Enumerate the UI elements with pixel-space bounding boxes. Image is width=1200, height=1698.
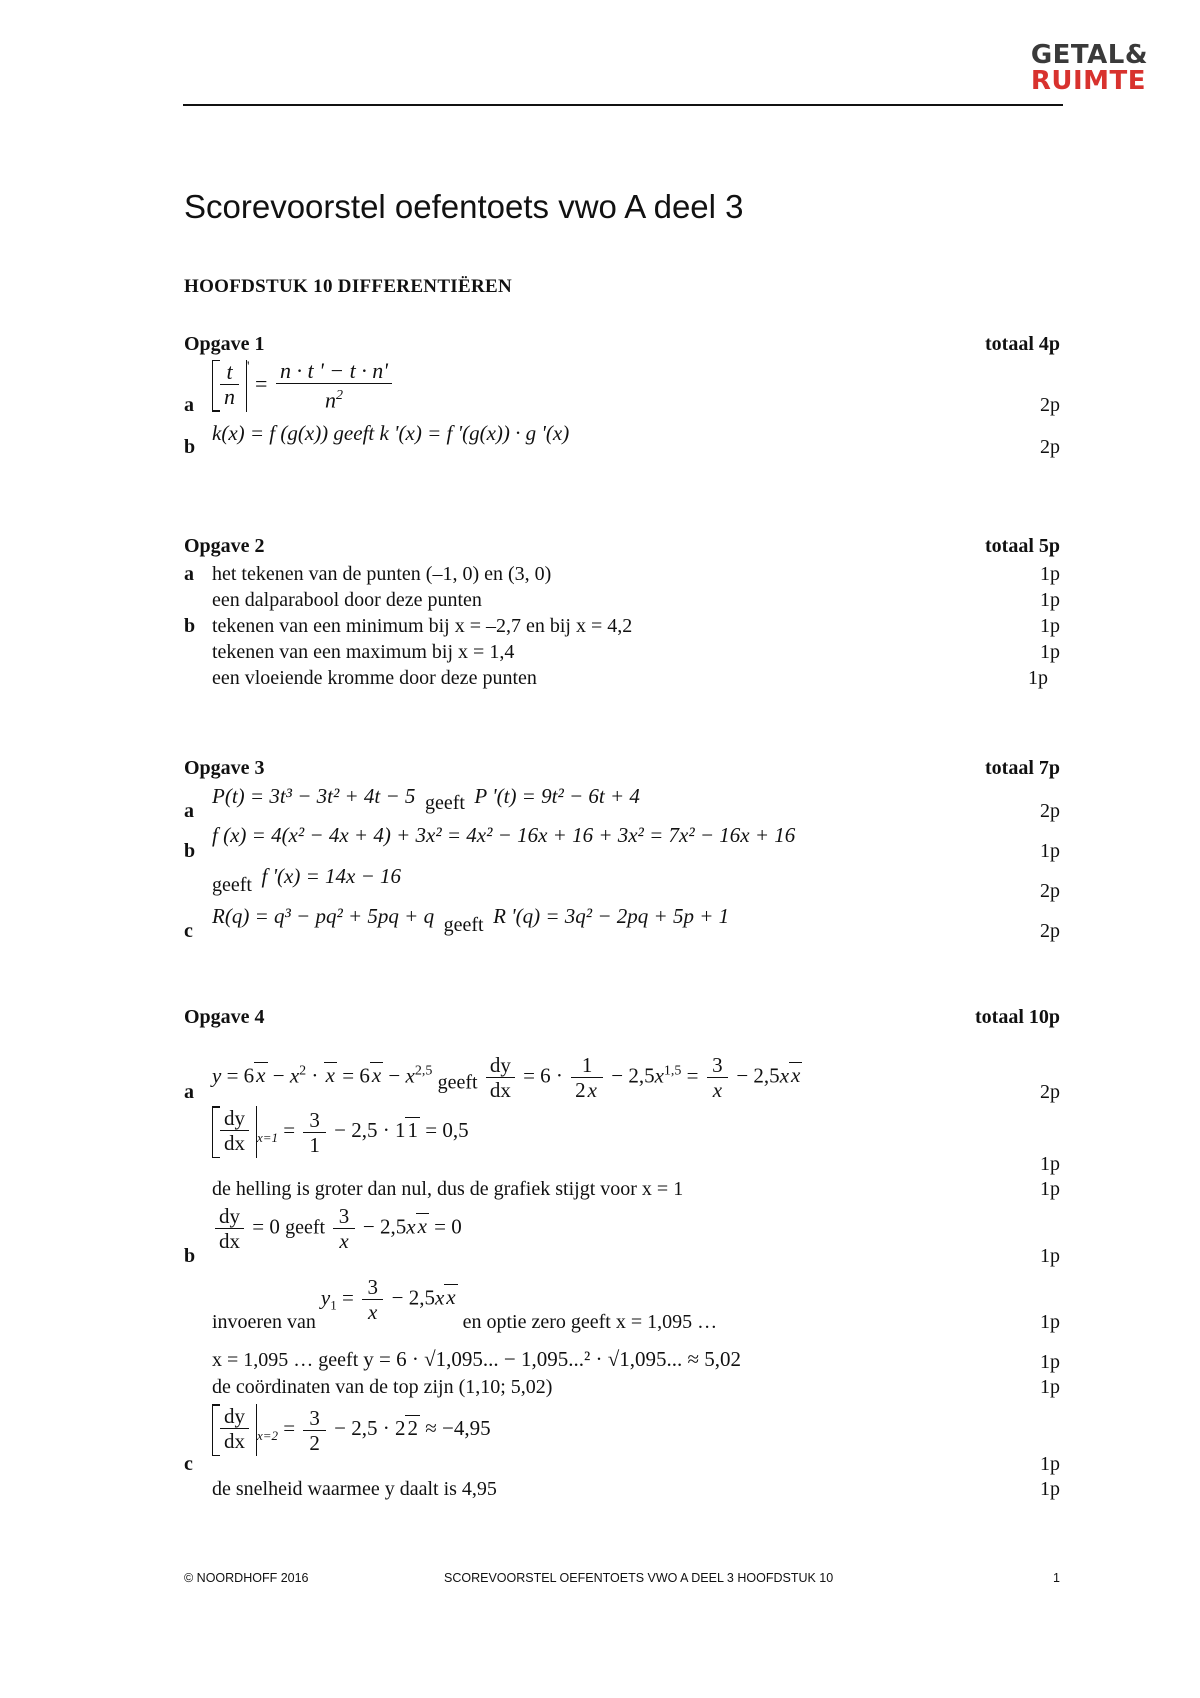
opgave-1a-points: 2p [1040, 394, 1060, 416]
opgave-3 [184, 757, 1060, 943]
opgave-3c-points: 2p [1040, 920, 1060, 942]
opgave-3a-formula: P(t) = 3t³ − 3t² + 4t − 5 [212, 784, 416, 808]
opgave-3a-points: 2p [1040, 800, 1060, 822]
opgave-3c-derivative: R '(q) = 3q² − 2pq + 5p + 1 [493, 904, 730, 928]
row-label: a [184, 563, 194, 585]
logo-line2: RUIMTE [1030, 66, 1146, 96]
opgave-2-total: totaal 5p [985, 535, 1060, 557]
opgave-1a-label: a [184, 394, 194, 416]
opgave-4b-points: 1p [1040, 1245, 1060, 1267]
row-points: 1p [1040, 641, 1060, 663]
opgave-4-total: totaal 10p [975, 1006, 1060, 1028]
opgave-3b2-points: 2p [1040, 880, 1060, 902]
opgave-2-row [184, 665, 1060, 691]
opgave-3b [184, 823, 1060, 863]
opgave-1-total: totaal 4p [985, 333, 1060, 355]
opgave-4b4-text: de coördinaten van de top zijn (1,10; 5,02) [212, 1376, 553, 1398]
opgave-3b-label: b [184, 840, 196, 862]
opgave-3a-label: a [184, 800, 194, 822]
opgave-4b2-points: 1p [1040, 1311, 1060, 1333]
zero-text: en optie zero geeft x = 1,095 … [462, 1311, 718, 1333]
page-title: Scorevoorstel oefentoets vwo A deel 3 [184, 188, 744, 225]
row-text: een dalparabool door deze punten [212, 589, 482, 611]
opgave-4b-label: b [184, 1245, 196, 1267]
opgave-3a-derivative: P '(t) = 9t² − 6t + 4 [474, 784, 640, 808]
opgave-4b [184, 1202, 1060, 1268]
opgave-3c-label: c [184, 920, 193, 942]
opgave-4 [184, 1006, 1060, 1502]
y1-formula: $y_1$ = $\frac{3}{x}$ − 2,5xx [320, 1275, 456, 1324]
opgave-4b4-points: 1p [1040, 1376, 1060, 1398]
opgave-2-row [184, 639, 1060, 665]
opgave-4a-label: a [184, 1081, 194, 1103]
opgave-3a [184, 783, 1060, 823]
opgave-1-heading: Opgave 1 [184, 333, 265, 355]
opgave-4c-label: c [184, 1453, 193, 1475]
opgave-4c-points: 1p [1040, 1453, 1060, 1475]
geeft-text: geeft [212, 874, 252, 896]
logo-line1: GETAL& [1030, 40, 1148, 70]
opgave-4b-formula: $\frac{dy}{dx}$ = 0 geeft $\frac{3}{x}$ − 2,5xx = 0 [212, 1204, 462, 1253]
opgave-2-heading: Opgave 2 [184, 535, 265, 557]
opgave-4b3-points: 1p [1040, 1351, 1060, 1373]
opgave-3-total: totaal 7p [985, 757, 1060, 779]
b3-formula: y = 6 · √1,095... − 1,095...² · √1,095... ≈ 5,02 [363, 1347, 742, 1371]
opgave-2-row [184, 561, 1060, 587]
opgave-4a-formula: $y = 6x - x^2 \cdot x = 6x - x^{2,5}$ geeft $\frac{dy}{dx}$ = 6 · $\frac{1}{2x}$ − $2,5x^{1,5}$ = $\frac{3}{x}$ − 2,5xx [212, 1053, 801, 1102]
opgave-3c [184, 903, 1060, 943]
opgave-4b4 [184, 1374, 1060, 1400]
opgave-1a-formula: $\frac{t}{n}$ ' = $\frac{n \cdot t ' - t \cdot n'}{n^2}$ [212, 371, 395, 396]
opgave-4b3 [184, 1334, 1060, 1374]
page-number: 1 [1053, 1571, 1060, 1585]
opgave-4a3-points: 1p [1040, 1178, 1060, 1200]
row-points: 1p [1040, 589, 1060, 611]
geeft-text: geeft [424, 792, 465, 814]
opgave-4c2 [184, 1476, 1060, 1502]
row-text: tekenen van een maximum bij x = 1,4 [212, 641, 515, 663]
opgave-4a3 [184, 1176, 1060, 1202]
opgave-4c-formula: $\frac{dy}{dx}$ $_{x=2}$ = $\frac{3}{2}$ − 2,5 · 22 ≈ −4,95 [212, 1404, 491, 1456]
row-points: 1p [1040, 563, 1060, 585]
row-text: een vloeiende kromme door deze punten [212, 667, 537, 689]
row-label: b [184, 615, 196, 637]
opgave-3b-derivative: f '(x) = 14x − 16 [261, 864, 402, 888]
opgave-4a-points: 2p [1040, 1081, 1060, 1103]
opgave-2-row [184, 587, 1060, 613]
opgave-2-row [184, 613, 1060, 639]
opgave-1b-label: b [184, 436, 196, 458]
opgave-3b-points: 1p [1040, 840, 1060, 862]
opgave-4a3-text: de helling is groter dan nul, dus de grafiek stijgt voor x = 1 [212, 1178, 684, 1200]
row-points: 1p [1040, 615, 1060, 637]
footer-copyright: © NOORDHOFF 2016 [184, 1571, 309, 1585]
opgave-3b2 [184, 863, 1060, 903]
opgave-2 [184, 535, 1060, 691]
row-points: 1p [1028, 667, 1048, 689]
opgave-1 [184, 333, 1060, 459]
opgave-3b-formula: f (x) = 4(x² − 4x + 4) + 3x² = 4x² − 16x + 16 + 3x² = 7x² − 16x + 16 [212, 823, 796, 847]
invoeren-text: invoeren van [212, 1311, 316, 1333]
header-rule [183, 104, 1063, 106]
opgave-4a2-points: 1p [1040, 1153, 1060, 1175]
opgave-1b-points: 2p [1040, 436, 1060, 458]
opgave-1b-formula: k(x) = f (g(x)) geeft k '(x) = f '(g(x)) · g '(x) [212, 421, 570, 445]
opgave-4a2-formula: $\frac{dy}{dx}$ $_{x=1}$ = $\frac{3}{1}$ − 2,5 · 11 = 0,5 [212, 1106, 469, 1158]
geeft-text: geeft [443, 914, 484, 936]
opgave-4-heading: Opgave 4 [184, 1006, 265, 1028]
opgave-4a [184, 1032, 1060, 1104]
opgave-1a [184, 359, 1060, 417]
opgave-3-heading: Opgave 3 [184, 757, 265, 779]
opgave-4c2-points: 1p [1040, 1478, 1060, 1500]
chapter-heading: HOOFDSTUK 10 DIFFERENTIËREN [184, 276, 512, 297]
opgave-4b2 [184, 1268, 1060, 1334]
opgave-4c [184, 1400, 1060, 1476]
logo [1031, 42, 1148, 94]
opgave-1b [184, 421, 1060, 459]
row-text: tekenen van een minimum bij x = –2,7 en bij x = 4,2 [212, 615, 633, 637]
opgave-3c-formula: R(q) = q³ − pq² + 5pq + q [212, 904, 435, 928]
row-text: het tekenen van de punten (–1, 0) en (3, 0) [212, 563, 552, 585]
b3-pre-text: x = 1,095 … geeft [212, 1349, 359, 1371]
opgave-4a2 [184, 1104, 1060, 1176]
opgave-4c2-text: de snelheid waarmee y daalt is 4,95 [212, 1478, 497, 1500]
footer-title: SCOREVOORSTEL OEFENTOETS VWO A DEEL 3 HOOFDSTUK 10 [444, 1571, 834, 1585]
